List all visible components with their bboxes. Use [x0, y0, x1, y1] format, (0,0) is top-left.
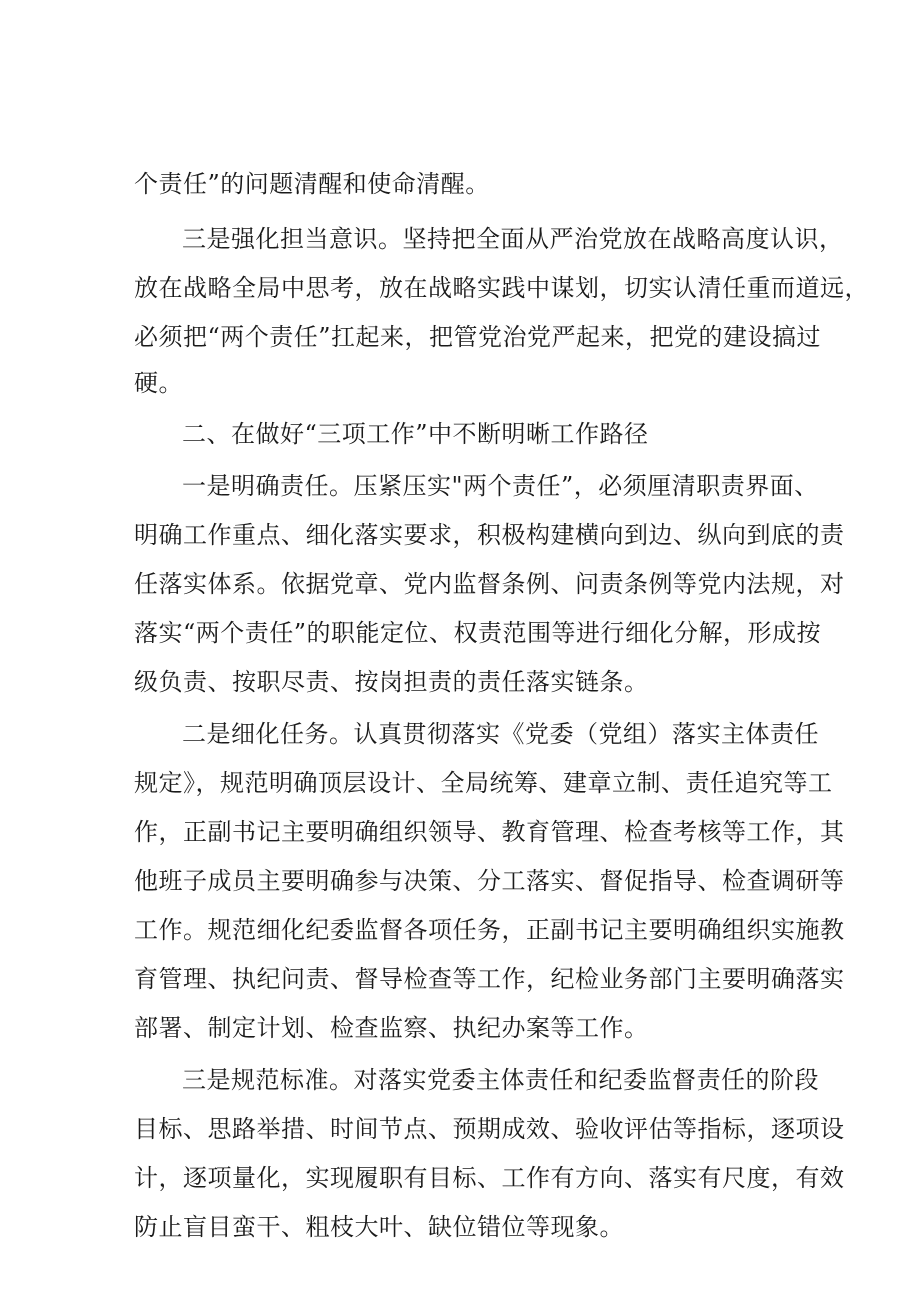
text-line: 作，正副书记主要明确组织领导、教育管理、检查考核等工作，其	[134, 818, 845, 846]
text-line: 必须把“两个责任”扛起来，把管党治党严起来，把党的建设搞过	[134, 323, 822, 351]
text-line: 工作。规范细化纪委监督各项任务，正副书记主要明确组织实施教	[134, 916, 845, 944]
text-line: 育管理、执纪问责、督导检查等工作，纪检业务部门主要明确落实	[134, 965, 845, 993]
text-line: 任落实体系。依据党章、党内监督条例、问责条例等党内法规，对	[134, 570, 845, 598]
text-line: 计，逐项量化，实现履职有目标、工作有方向、落实有尺度，有效	[134, 1164, 845, 1192]
section-heading: 二、在做好“三项工作”中不断明晰工作路径	[182, 420, 649, 448]
text-line: 明确工作重点、细化落实要求，积极构建横向到边、纵向到底的责	[134, 521, 845, 549]
text-line: 落实“两个责任”的职能定位、权责范围等进行细化分解，形成按	[134, 619, 822, 647]
text-line: 放在战略全局中思考，放在战略实践中谋划，切实认清任重而道远，	[134, 274, 869, 302]
text-line: 硬。	[134, 369, 183, 397]
paragraph-strengthen-responsibility: 三是强化担当意识。坚持把全面从严治党放在战略高度认识，	[182, 225, 844, 253]
text-line: 个责任”的问题清醒和使命清醒。	[134, 170, 490, 198]
paragraph-clarify-responsibility: 一是明确责任。压紧压实"两个责任”，必须厘清职责界面、	[182, 472, 819, 500]
paragraph-refine-tasks: 二是细化任务。认真贯彻落实《党委（党组）落实主体责任	[182, 720, 819, 748]
text-line: 他班子成员主要明确参与决策、分工落实、督促指导、检查调研等	[134, 867, 845, 895]
paragraph-standardize: 三是规范标准。对落实党委主体责任和纪委监督责任的阶段	[182, 1066, 819, 1094]
text-line: 规定》，规范明确顶层设计、全局统筹、建章立制、责任追究等工	[134, 769, 833, 797]
text-line: 部署、制定计划、检查监察、执纪办案等工作。	[134, 1014, 649, 1042]
text-line: 目标、思路举措、时间节点、预期成效、验收评估等指标，逐项设	[134, 1115, 845, 1143]
text-line: 防止盲目蛮干、粗枝大叶、缺位错位等现象。	[134, 1213, 624, 1241]
text-line: 级负责、按职尽责、按岗担责的责任落实链条。	[134, 668, 649, 696]
